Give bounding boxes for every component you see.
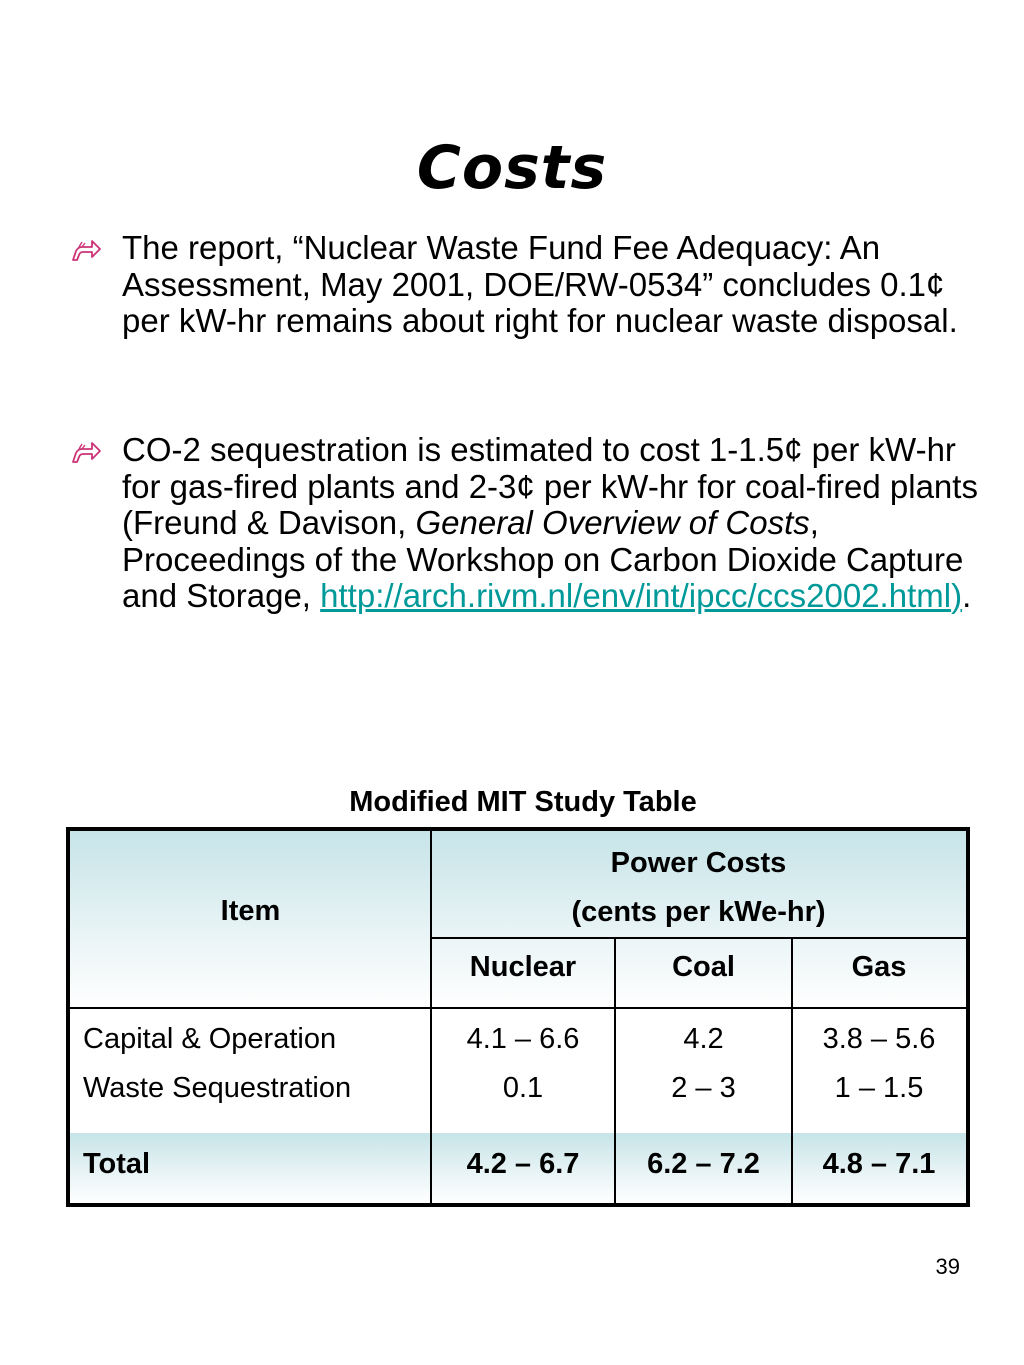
capital-gas: 3.8 – 5.6 xyxy=(822,1023,936,1055)
cost-table xyxy=(66,827,970,1207)
total-coal: 6.2 – 7.2 xyxy=(647,1148,760,1180)
bullet-2-italic-title: General Overview of Costs xyxy=(415,504,810,541)
table-divider xyxy=(431,937,966,939)
table-caption: Modified MIT Study Table xyxy=(349,786,697,818)
waste-gas: 1 – 1.5 xyxy=(834,1072,924,1104)
column-header-nuclear: Nuclear xyxy=(469,951,577,983)
item-header: Item xyxy=(220,895,281,927)
slide-title: Costs xyxy=(416,133,608,203)
column-header-gas: Gas xyxy=(851,951,907,983)
table-divider xyxy=(70,1007,966,1009)
bullet-2-text-start: CO-2 sequestration is estimated to cost 1-1.5¢ per kW-hr for gas-fired plants and 2-3¢ per kW-hr for coal-fired plants (Freund & Davison, xyxy=(122,431,978,541)
row-label-waste: Waste Sequestration xyxy=(83,1072,352,1104)
power-costs-units: (cents per kWe-hr) xyxy=(571,896,826,928)
table-divider xyxy=(430,831,432,1203)
bullet-2-text xyxy=(122,432,980,615)
hand-pointing-arrow-icon xyxy=(70,438,102,464)
column-header-coal: Coal xyxy=(672,951,735,983)
total-nuclear: 4.2 – 6.7 xyxy=(466,1148,580,1180)
capital-nuclear: 4.1 – 6.6 xyxy=(466,1023,580,1055)
bullet-1-text: The report, “Nuclear Waste Fund Fee Adequacy: An Assessment, May 2001, DOE/RW-0534” concludes 0.1¢ per kW-hr remains about right for nuclear waste disposal. xyxy=(122,229,958,339)
bullet-2-text-middle: , Proceedings of the Workshop on Carbon Dioxide Capture and Storage, xyxy=(122,504,964,614)
table-divider xyxy=(791,938,793,1203)
capital-coal: 4.2 xyxy=(683,1023,724,1055)
bullet-2-period: . xyxy=(962,577,972,614)
ccs2002-link-paren[interactable]: ) xyxy=(951,577,963,614)
ccs2002-link-url[interactable]: http://arch.rivm.nl/env/int/ipcc/ccs2002.html xyxy=(320,577,952,614)
total-gas: 4.8 – 7.1 xyxy=(822,1148,936,1180)
hand-pointing-arrow-icon xyxy=(70,236,102,262)
row-label-capital: Capital & Operation xyxy=(83,1023,337,1055)
page-number: 39 xyxy=(935,1254,960,1279)
total-label: Total xyxy=(83,1148,151,1180)
bullet-1 xyxy=(70,230,980,340)
power-costs-header: Power Costs xyxy=(610,847,787,879)
bullet-2 xyxy=(70,432,980,615)
ccs2002-link[interactable] xyxy=(320,577,962,614)
table-divider xyxy=(614,938,616,1203)
waste-coal: 2 – 3 xyxy=(671,1072,736,1104)
waste-nuclear: 0.1 xyxy=(502,1072,544,1104)
